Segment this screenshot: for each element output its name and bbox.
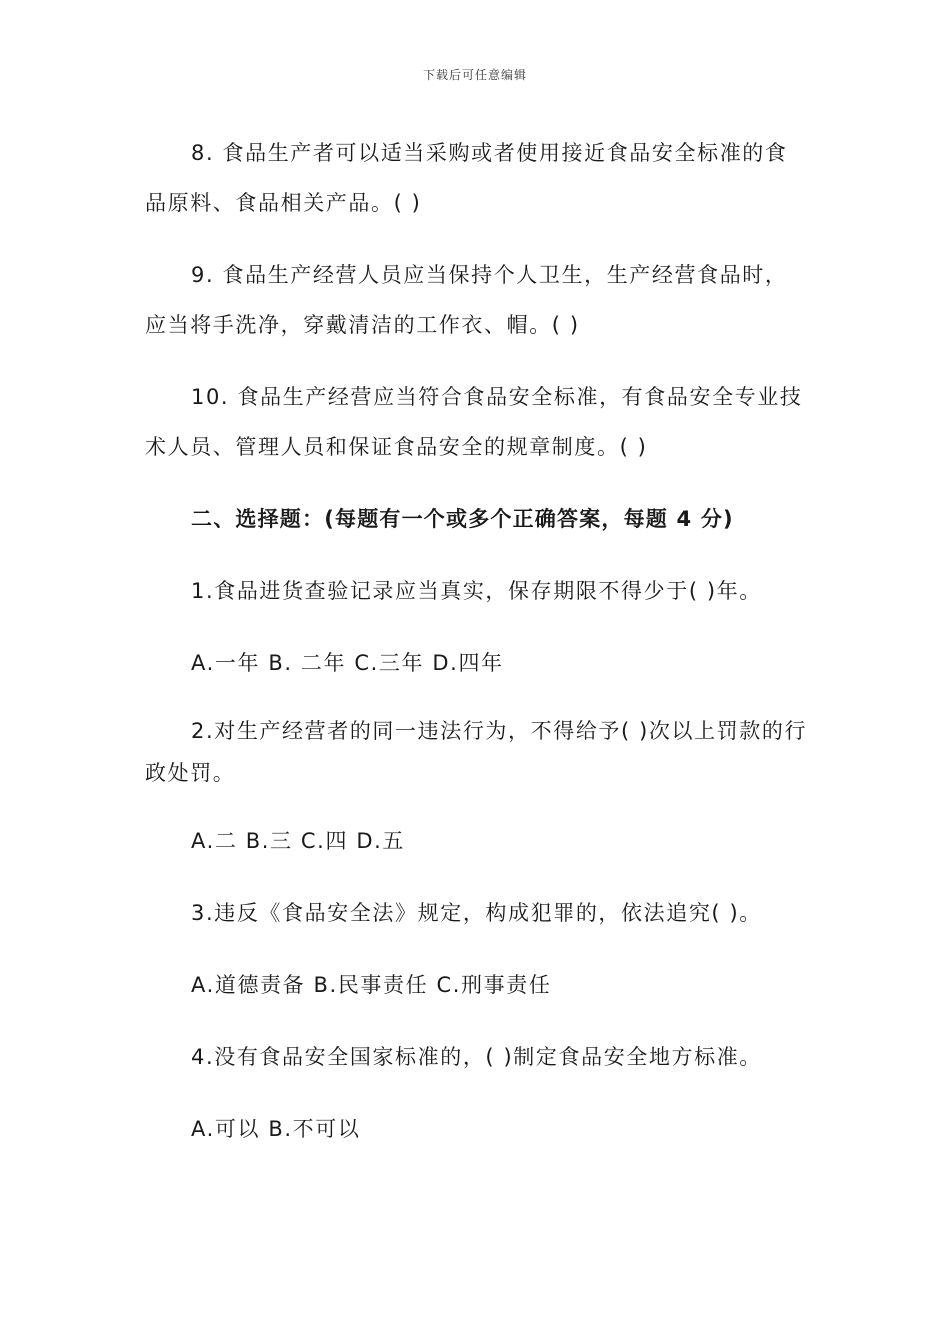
question-3: 3.违反《食品安全法》规定，构成犯罪的，依法追究( )。 — [191, 901, 762, 925]
page-header: 下载后可任意编辑 — [422, 68, 527, 82]
section-title-multiple-choice: 二、选择题：(每题有一个或多个正确答案，每题 4 分) — [191, 507, 734, 531]
question-2: 2.对生产经营者的同一违法行为，不得给予( )次以上罚款的行政处罚。 — [145, 719, 808, 785]
question-3-options: A.道德责备 B.民事责任 C.刑事责任 — [191, 973, 552, 997]
question-1-options: A.一年 B. 二年 C.三年 D.四年 — [191, 651, 504, 675]
judgement-item-9: 9. 食品生产经营人员应当保持个人卫生，生产经营食品时，应当将手洗净，穿戴清洁的工作衣、帽。( ) — [145, 263, 788, 337]
document-body — [145, 128, 810, 1176]
question-1: 1.食品进货查验记录应当真实，保存期限不得少于( )年。 — [191, 579, 762, 603]
question-4-options: A.可以 B.不可以 — [191, 1117, 361, 1141]
judgement-item-10: 10. 食品生产经营应当符合食品安全标准，有食品安全专业技术人员、管理人员和保证食品安全的规章制度。( ) — [145, 385, 803, 459]
question-2-options: A.二 B.三 C.四 D.五 — [191, 829, 405, 853]
judgement-item-8: 8. 食品生产者可以适当采购或者使用接近食品安全标准的食品原料、食品相关产品。( ) — [145, 141, 788, 215]
question-4: 4.没有食品安全国家标准的，( )制定食品安全地方标准。 — [191, 1045, 762, 1069]
